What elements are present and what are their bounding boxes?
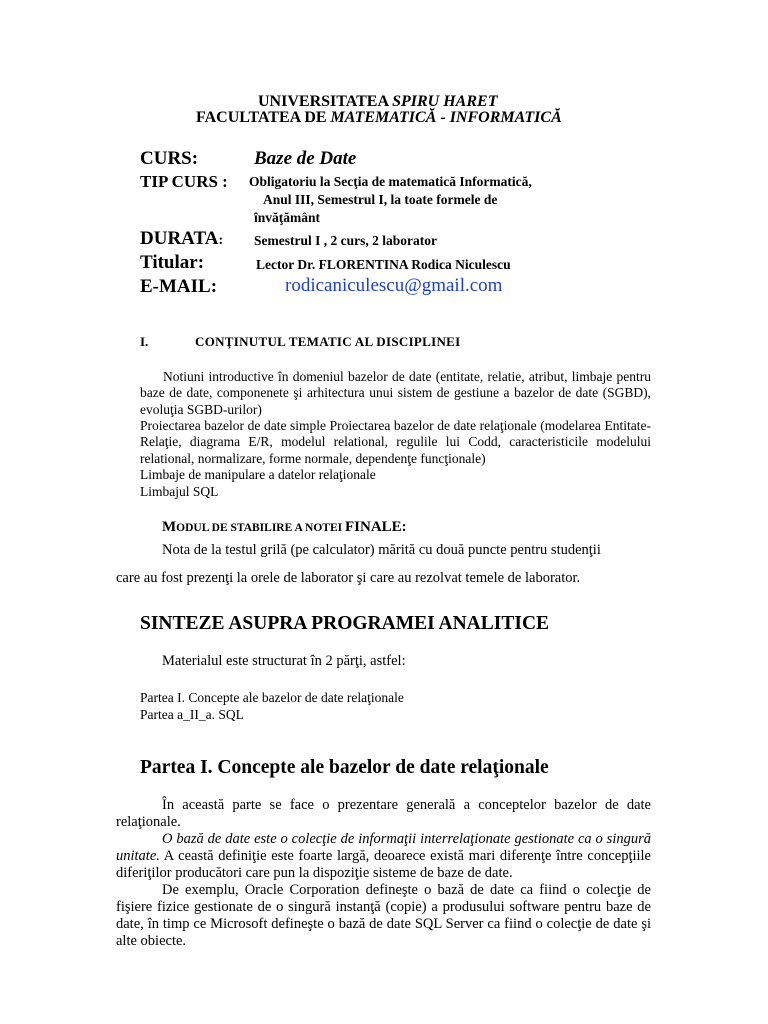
part1-title: Partea I. Concepte ale bazelor de date relaţionale: [140, 757, 549, 778]
durata-text: DURATA: [140, 228, 219, 249]
definition-italic: O bază de date este o colecţie de informaţii interrelaţionate gestionate ca o singură unitate.: [116, 831, 651, 864]
definition-rest: A ceastă definiţie este foarte largă, deoarece există mari diferenţe între concepţiile diferiţilor producători care pun la dispoziţie sisteme de baze de date.: [116, 848, 651, 881]
synthesis-title: SINTEZE ASUPRA PROGRAMEI ANALITICE: [140, 613, 550, 634]
curs-label: CURS:: [140, 148, 199, 169]
titular-value: Lector Dr. FLORENTINA Rodica Niculescu: [256, 257, 511, 272]
email-label: E-MAIL:: [140, 276, 218, 297]
section-title: CONŢINUTUL TEMATIC AL DISCIPLINEI: [195, 334, 461, 349]
faculty-prefix: FACULTATEA DE: [196, 109, 327, 126]
university-name: SPIRU HARET: [392, 93, 498, 110]
faculty-title: [196, 109, 562, 127]
grading-title-last: FINALE:: [345, 519, 407, 535]
synthesis-part-1: Partea I. Concepte ale bazelor de date relaţionale: [140, 690, 404, 705]
section-number: I.: [140, 334, 149, 349]
university-prefix: UNIVERSITATEA: [258, 93, 389, 110]
section1-paragraph-3: Limbaje de manipulare a datelor relaţionale: [140, 467, 376, 482]
section1-paragraph-4: Limbajul SQL: [140, 484, 219, 499]
part1-paragraph-3: De exemplu, Oracle Corporation defineşte o bază de date ca fiind o colecţie de fişiere fizice gestionate de o singură instanţă (copie) a produsului software pentru baze de date, în timp ce Microsoft defineşte o bază de date SQL Server ca fiind o colecţie de date şi alte obiecte.: [116, 882, 651, 949]
faculty-name: MATEMATICĂ - INFORMATICĂ: [330, 109, 562, 126]
grading-line-2: care au fost prezenţi la orele de laborator şi care au rezolvat temele de laborator.: [116, 570, 581, 586]
grading-title-mid: ODUL DE STABILIRE A NOTEI: [176, 522, 345, 534]
durata-colon: :: [218, 233, 224, 248]
titular-label: Titular:: [140, 252, 205, 273]
synthesis-part-2: Partea a_II_a. SQL: [140, 707, 244, 722]
email-link[interactable]: rodicaniculescu@gmail.com: [285, 275, 503, 296]
grading-title-first: M: [162, 519, 177, 535]
grading-line-1: Nota de la testul grilă (pe calculator) mărită cu două puncte pentru studenţii: [162, 542, 601, 558]
tip-curs-line2: Anul III, Semestrul I, la toate formele de: [263, 192, 498, 207]
curs-value: Baze de Date: [254, 148, 357, 169]
section1-paragraph-2: Proiectarea bazelor de date simple Proiectarea bazelor de date relaţionale (modelarea Entitate-Relaţie, diagrama E/R, modelul relational, regulile lui Codd, caracteristicile modelului relational, normalizare, forme normale, dependenţe funcţionale): [140, 418, 651, 466]
durata-value: Semestrul I , 2 curs, 2 laborator: [254, 233, 437, 248]
tip-curs-line3: învăţământ: [254, 210, 321, 225]
section1-paragraph-1: Notiuni introductive în domeniul bazelor de date (entitate, relatie, atribut, limbaje pentru baze de date, componenete şi arhitectura unui sistem de gestiune a bazelor de date (SGBD), evoluţia SGBD-urilor): [140, 369, 651, 417]
synthesis-intro: Materialul este structurat în 2 părţi, astfel:: [162, 653, 406, 669]
part1-paragraph-1: În această parte se face o prezentare generală a conceptelor bazelor de date relaţionale.: [116, 797, 651, 830]
durata-label: [140, 228, 223, 250]
grading-title: [162, 518, 407, 536]
part1-paragraph-2: [116, 831, 651, 882]
tip-curs-line1: Obligatoriu la Secţia de matematică Informatică,: [249, 174, 532, 189]
tip-curs-label: TIP CURS :: [140, 172, 228, 191]
